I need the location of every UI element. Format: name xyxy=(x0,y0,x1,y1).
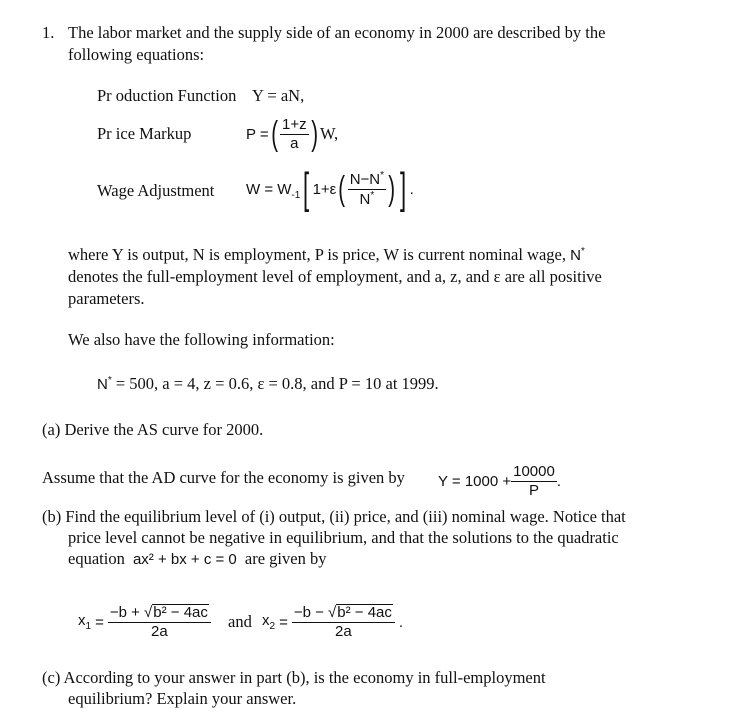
wage-adjustment-label: Wage Adjustment xyxy=(97,181,215,200)
part-a-question: (a) Derive the AS curve for 2000. xyxy=(42,420,264,439)
wage-adjustment-equation: W = W $_{-1}$ [ 1+ε ( $\frac{N-N^*}{N^*}$ ) ] . xyxy=(246,164,414,213)
part-b-line-2: price level cannot be negative in equilibrium, and that the solutions to the quadratic xyxy=(68,528,619,547)
price-markup-equation: P = ( $\frac{1+z}{a}$ ) W, xyxy=(246,115,339,153)
definitions-line-1: where Y is output, N is employment, P is price, W is current nominal wage, N* xyxy=(68,245,585,264)
quadratic-formula-x2: $x_2$ = $\frac{\text{−b − √b² − 4ac}}{2a}$ . xyxy=(262,604,404,640)
part-c-line-1: (c) According to your answer in part (b), is the economy in full-employment xyxy=(42,668,546,687)
part-c-line-2: equilibrium? Explain your answer. xyxy=(68,689,297,708)
production-function-label: Pr oduction Function xyxy=(97,86,237,105)
part-b-line-3: equation ax² + bx + c = 0 are given by xyxy=(68,549,327,568)
definitions-line-3: parameters. xyxy=(68,289,145,308)
intro-line-2: following equations: xyxy=(68,45,205,64)
ad-assumption-text: Assume that the AD curve for the economy is given by xyxy=(42,468,405,487)
quadratic-formula-x1: $x_1$ = $\frac{\text{−b + √b² − 4ac}}{2a}$ xyxy=(78,596,211,648)
production-function-equation: Y = aN, xyxy=(252,86,305,105)
information-heading: We also have the following information: xyxy=(68,330,335,349)
information-values: N* = 500, a = 4, z = 0.6, ε = 0.8, and P = 10 at 1999. xyxy=(97,374,439,393)
part-b-line-1: (b) Find the equilibrium level of (i) output, (ii) price, and (iii) nominal wage. Notice that xyxy=(42,507,626,526)
price-markup-label: Pr ice Markup xyxy=(97,124,192,143)
question-number: 1. xyxy=(42,23,55,42)
definitions-line-2: denotes the full-employment level of employment, and a, z, and ε are all positive xyxy=(68,267,602,286)
quadratic-equation: ax² + bx + c = 0 xyxy=(132,551,237,568)
ad-curve-equation: Y = 1000 + $\frac{10000}{P}$ . xyxy=(438,463,562,499)
intro-line-1: The labor market and the supply side of an economy in 2000 are described by the xyxy=(68,23,606,42)
and-connector: and xyxy=(228,612,252,631)
